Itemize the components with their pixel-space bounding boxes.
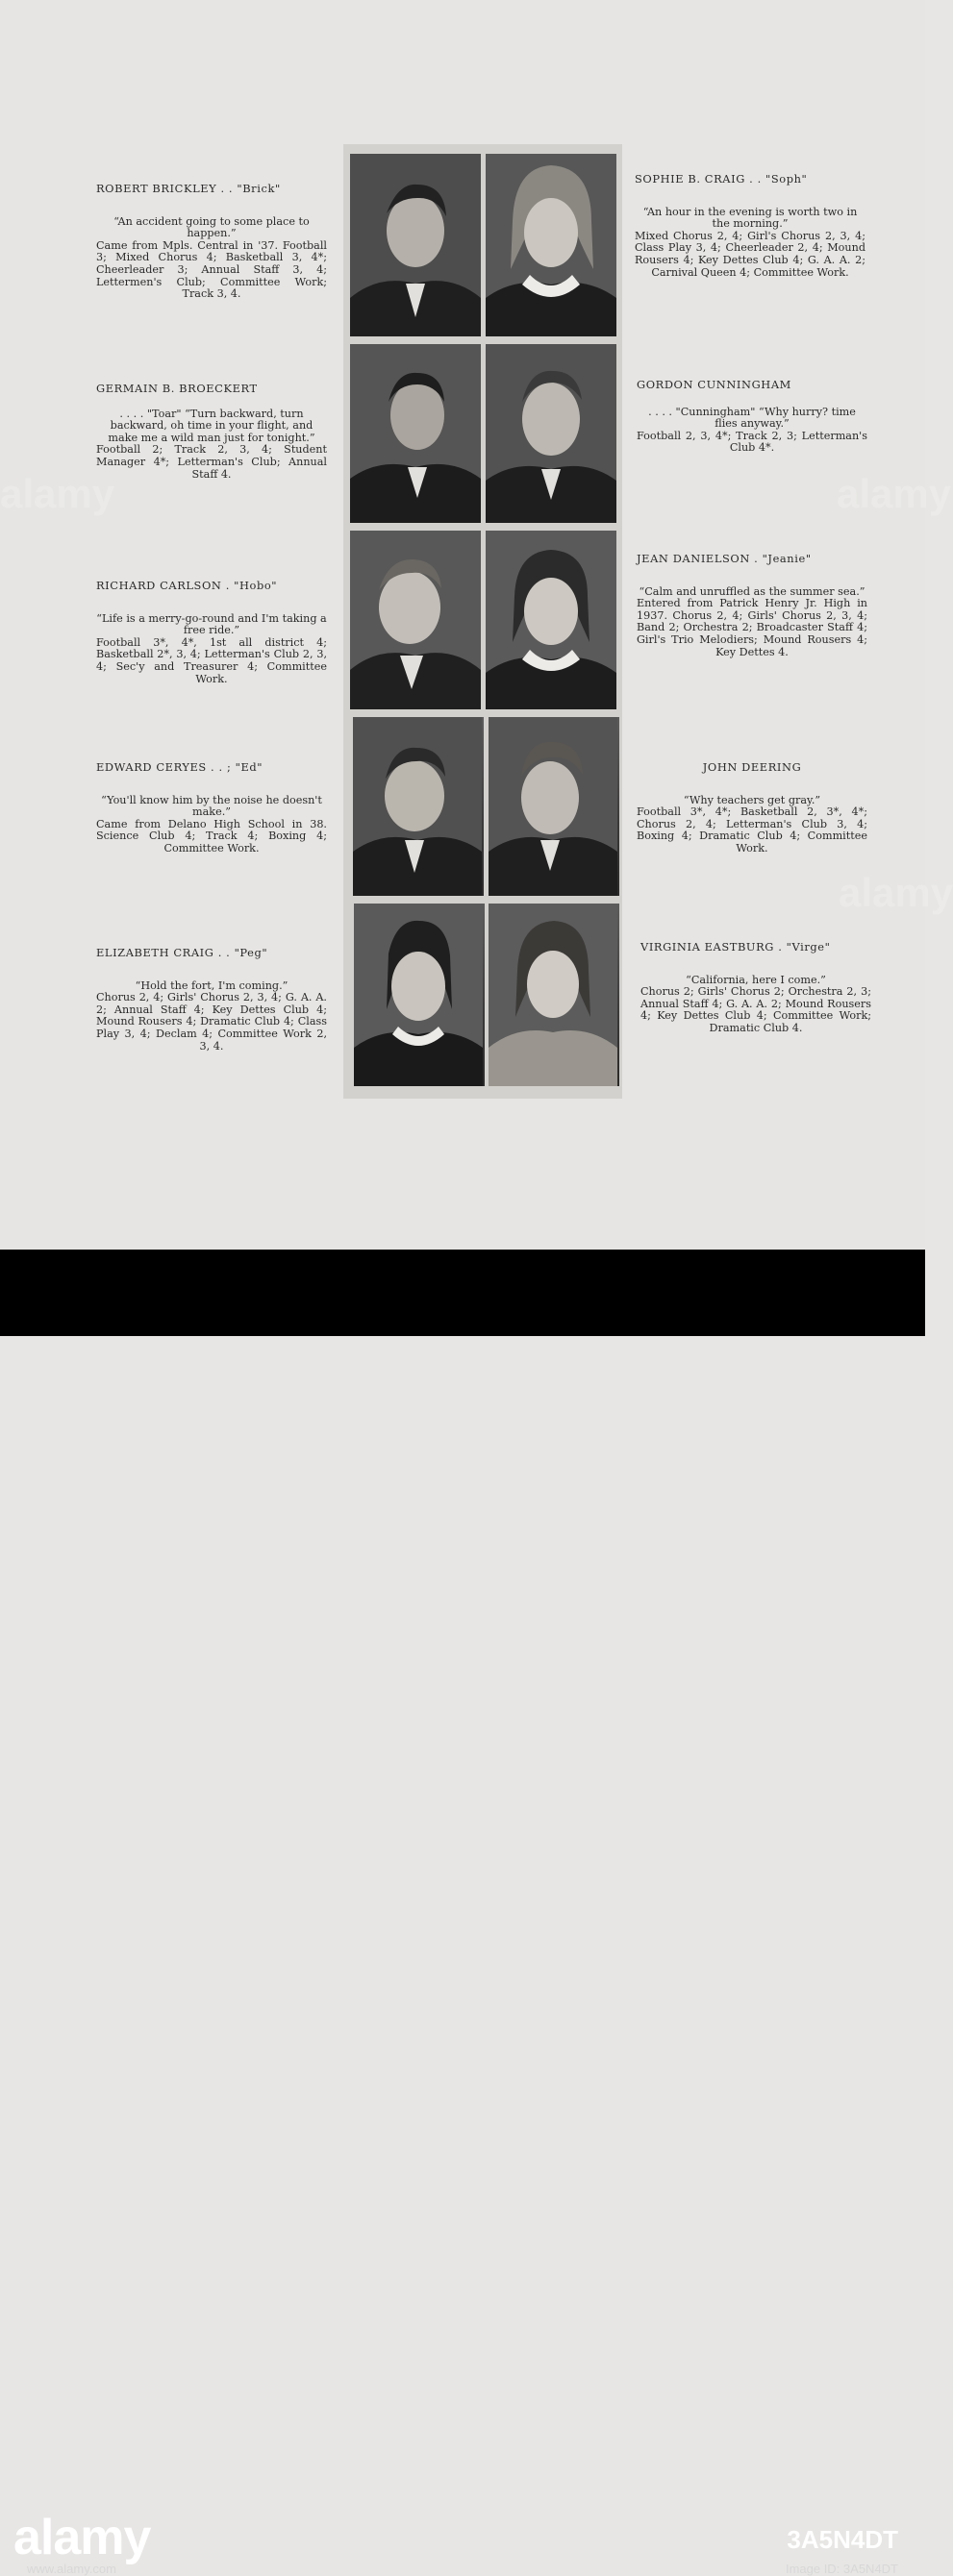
student-record: Entered from Patrick Henry Jr. High in 1937. Chorus 2, 4; Girls' Chorus 2, 3, 4; Band 2; Orchestra 2; Broadcaster Staff 4; Girl's Trio Melodiers; Mound Rousers 4; Key Dettes 4. xyxy=(637,597,867,658)
watermark-logo: alamy xyxy=(13,2510,151,2565)
portrait-photo-carlson xyxy=(350,531,481,709)
portrait-photo-sophie-craig xyxy=(486,154,616,336)
student-name: ELIZABETH CRAIG . . "Peg" xyxy=(96,946,268,959)
student-name: SOPHIE B. CRAIG . . "Soph" xyxy=(635,172,808,186)
student-record: Football 2, 3, 4*; Track 2, 3; Letterman's Club 4*. xyxy=(637,429,867,455)
student-record: Chorus 2; Girls' Chorus 2; Orchestra 2, 3; Annual Staff 4; G. A. A. 2; Mound Rousers 4; Key Dettes Club 4; Committee Work; Dramatic Club 4. xyxy=(640,985,871,1034)
student-entry-danielson xyxy=(637,553,867,658)
student-name: RICHARD CARLSON . "Hobo" xyxy=(96,579,278,592)
student-quote: “Hold the fort, I'm coming.” xyxy=(135,978,288,992)
student-name: ROBERT BRICKLEY . . "Brick" xyxy=(96,182,281,195)
portrait-photo-broeckert xyxy=(350,344,481,523)
student-record: Mixed Chorus 2, 4; Girl's Chorus 2, 3, 4; Class Play 3, 4; Cheerleader 2, 4; Mound Rousers 4; Key Dettes Club 4; G. A. A. 2; Carnival Queen 4; Committee Work. xyxy=(635,229,865,279)
student-quote: “An hour in the evening is worth two in the morning.” xyxy=(642,205,858,231)
watermark-ghost: alamy xyxy=(839,870,953,915)
student-quote: . . . . "Cunningham" “Why hurry? time flies anyway.” xyxy=(648,405,856,431)
yearbook-page xyxy=(0,0,953,1250)
student-quote: “Calm and unruffled as the summer sea.” xyxy=(639,584,865,598)
watermark-ghost: alamy xyxy=(0,471,115,516)
student-record: Football 3*, 4*; Basketball 2, 3*, 4*; Chorus 2, 4; Letterman's Club 3, 4; Boxing 4; Dramatic Club 4; Committee Work. xyxy=(637,805,867,855)
stock-footer xyxy=(0,1250,925,2576)
student-entry-deering xyxy=(637,761,867,855)
student-entry-broeckert xyxy=(96,383,327,481)
student-entry-carlson xyxy=(96,580,327,685)
student-quote: “California, here I come.” xyxy=(686,973,826,986)
student-quote: . . . . "Toar" “Turn backward, turn backward, oh time in your flight, and make me a wild man just for tonight.” xyxy=(108,407,315,444)
student-quote: “Life is a merry-go-round and I'm taking a free ride.” xyxy=(96,611,327,637)
portrait-photo-danielson xyxy=(486,531,616,709)
student-entry-cunningham xyxy=(637,379,867,455)
student-quote: “Why teachers get gray.” xyxy=(683,793,821,806)
student-record: Football 3*, 4*, 1st all district 4; Basketball 2*, 3, 4; Letterman's Club 2, 3, 4; Sec'y and Treasurer 4; Committee Work. xyxy=(96,635,327,685)
student-entry-brickley xyxy=(96,183,327,301)
student-entry-eastburg xyxy=(640,941,871,1035)
portrait-photo-eastburg xyxy=(489,904,619,1086)
portrait-photo-cunningham xyxy=(486,344,616,523)
portrait-photo-deering xyxy=(489,717,619,896)
student-quote: “You'll know him by the noise he doesn't make.” xyxy=(101,793,322,819)
student-name: EDWARD CERYES . . ; "Ed" xyxy=(96,760,263,774)
student-record: Football 2; Track 2, 3, 4; Student Manager 4*; Letterman's Club; Annual Staff 4. xyxy=(96,443,327,481)
portrait-photo-elizabeth-craig xyxy=(354,904,485,1086)
watermark-image-id-label: Image ID: 3A5N4DT xyxy=(785,2562,898,2576)
student-name: GERMAIN B. BROECKERT xyxy=(96,382,258,395)
portrait-photo-brickley xyxy=(350,154,481,336)
student-name: JEAN DANIELSON . "Jeanie" xyxy=(637,552,812,565)
student-name: VIRGINIA EASTBURG . "Virge" xyxy=(640,940,831,954)
student-name: JOHN DEERING xyxy=(702,760,802,774)
student-entry-ceryes xyxy=(96,761,327,855)
student-quote: “An accident going to some place to happen.” xyxy=(113,214,310,240)
student-name: GORDON CUNNINGHAM xyxy=(637,378,791,391)
watermark-image-id: 3A5N4DT xyxy=(787,2525,898,2554)
watermark-ghost: alamy xyxy=(837,471,952,516)
student-record: Chorus 2, 4; Girls' Chorus 2, 3, 4; G. A. A. 2; Annual Staff 4; Key Dettes Club 4; Mound Rousers 4; Dramatic Club 4; Class Play 3, 4; Declam 4; Committee Work 2, 3, 4. xyxy=(96,991,327,1053)
watermark-url: www.alamy.com xyxy=(27,2562,116,2576)
student-entry-sophie-craig xyxy=(635,173,865,279)
student-record: Came from Delano High School in 38. Science Club 4; Track 4; Boxing 4; Committee Work. xyxy=(96,817,327,855)
student-entry-elizabeth-craig xyxy=(96,947,327,1053)
student-record: Came from Mpls. Central in '37. Football 3; Mixed Chorus 4; Basketball 3, 4*; Cheerleader 3; Annual Staff 3, 4; Lettermen's Club; Committee Work; Track 3, 4. xyxy=(96,238,327,301)
portrait-photo-ceryes xyxy=(353,717,484,896)
